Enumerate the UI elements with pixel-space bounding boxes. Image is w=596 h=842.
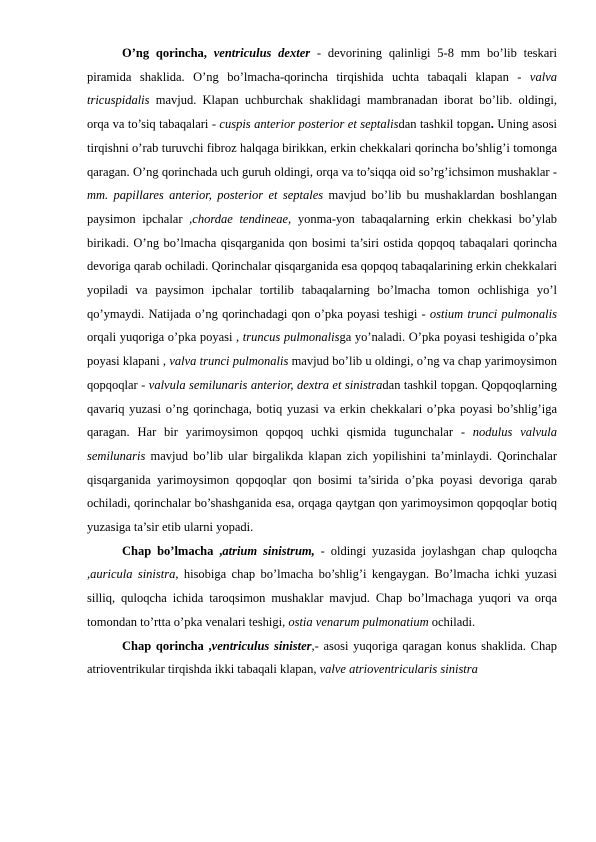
text-run: dan tashkil topgan. Qopqoqlarning qavariq yuzasi o’ng qorinchaga, botiq yuzasi va erkin chekkalari o’pka poyasi bo’shlig’iga qaragan. Har bir yarimoysimon qopqoq uchki qismida tugunchalar - xyxy=(87,377,557,440)
text-run: ga yo’naladi. O’pka poyasi teshigida o’pka poyasi klapani , xyxy=(87,330,557,369)
text-run: atrium sinistrum, xyxy=(222,543,315,558)
document-page xyxy=(87,42,557,682)
text-run: cuspis anterior posterior et septalis xyxy=(219,117,399,132)
text-run: mavjud bo’lib u oldingi, o’ng va chap yarimoysimon qopqoqlar - xyxy=(87,354,557,392)
text-run: yonma-yon tabaqalarning erkin chekkasi bo’ylab birikadi. O’ng bo’lmacha qisqarganida qon bosimi ta’siri ostida qopqoq tabaqalari qorincha devoriga qarab ochiladi. Qorinchalar qisqarganida esa qopqoq tabaqalarining erkin chekkalari yopiladi va paysimon ipchalar tortilib tabaqalarning bo’lmacha tomon ochlishiga yo’l qo’ymaydi. Natijada o’ng qorinchadagi qon o’pka poyasi teshigi - xyxy=(87,211,557,321)
text-run: ,- asosi yuqoriga qaragan konus shaklida. Chap atrioventrikular tirqishda ikki tabaqali klapan, xyxy=(87,638,557,677)
paragraph-right-ventricle xyxy=(87,42,557,540)
text-run: mavjud. Klapan uchburchak shaklidagi mambranadan iborat bo’lib. oldingi, orqa va to’siq tabaqalari - xyxy=(87,93,557,132)
text-run: ochiladi. xyxy=(428,614,476,629)
paragraph-left-ventricle xyxy=(87,635,557,682)
text-run: valvula semilunaris anterior, dextra et sinistra xyxy=(148,377,383,392)
text-run: ostium trunci pulmonalis xyxy=(429,306,557,321)
text-run: dan tashkil topgan xyxy=(398,117,491,132)
text-run: valve atrioventricularis sinistra xyxy=(319,662,478,677)
text-run: truncus pulmonalis xyxy=(242,330,340,345)
text-run: ventriculus dexter xyxy=(213,46,311,60)
text-run: O’ng qorincha, xyxy=(122,46,214,60)
text-run: nodulus valvula semilunaris xyxy=(87,425,557,463)
text-run: mm. papillares anterior, posterior et septales xyxy=(87,188,324,203)
text-run: Chap bo’lmacha , xyxy=(122,543,223,558)
text-run: valva tricuspidalis xyxy=(87,69,557,108)
text-run: ,auricula sinistra, xyxy=(87,567,179,582)
text-run: - oldingi yuzasida joylashgan chap quloqcha xyxy=(314,543,558,558)
text-run: . xyxy=(490,117,494,132)
text-run: orqali yuqoriga o’pka poyasi , xyxy=(87,330,243,345)
text-run: - devorining qalinligi 5-8 mm bo’lib teskari piramida shaklida. O’ng bo’lmacha-qorincha tirqishida uchta tabaqali klapan - xyxy=(87,46,557,84)
text-run: ostia venarum pulmonatium xyxy=(288,614,429,629)
text-run: Uning asosi tirqishni o’rab turuvchi fibroz halqaga birikkan, erkin chekkalari qorincha bo’shlig’i tomonga qaragan. O’ng qorinchada uch guruh oldingi, orqa va to’siqqa oid so’rg’ichsimon mushaklar - xyxy=(87,117,558,179)
text-run: valva trunci pulmonalis xyxy=(169,354,289,369)
text-run: ventriculus sinister xyxy=(211,638,312,653)
text-run: mavjud bo’lib bu mushaklardan boshlangan paysimon ipchalar xyxy=(87,188,557,226)
text-run: hisobiga chap bo’lmacha bo’shlig’i kengaygan. Bo’lmacha ichki yuzasi silliq, quloqcha ichida taroqsimon mushaklar mavjud. Chap bo’lmachaga yuqori va orqa tomondan to’rtta o’pka venalari teshigi, xyxy=(87,567,557,629)
paragraph-left-atrium xyxy=(87,540,557,635)
text-run: ,chordae tendineae, xyxy=(189,211,292,226)
text-run: Chap qorincha , xyxy=(122,638,212,653)
text-run: mavjud bo’lib ular birgalikda klapan zich yopilishini ta’minlaydi. Qorinchalar qisqarganida yarimoysimon qopqoqlar qon bosimi ta’sirida o’pka poyasi devoriga qarab ochiladi, qorinchalar bo’shashganida esa, orqaga qaytgan qon yarimoysimon qopqoqlar botiq yuzasiga ta’sir etib ularni yopadi. xyxy=(87,448,557,535)
